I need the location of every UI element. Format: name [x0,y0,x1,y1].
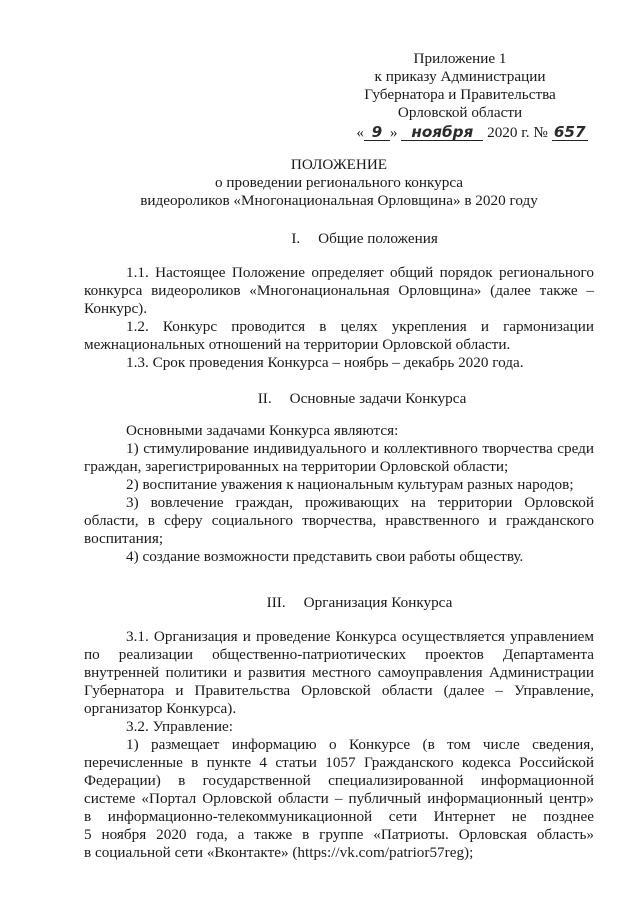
paragraph-line: системе «Портал Орловской области – публичный информационный центр» [84,790,594,807]
paragraph-line: в информационно-телекоммуникационной сети Интернет не позднее [84,808,594,825]
document-subtitle-1: о проведении регионального конкурса [214,174,464,191]
paragraph-line: внутренней политики и развития местного самоуправления Администрации [84,664,594,681]
paragraph-line: 3.1. Организация и проведение Конкурса осуществляется управлением [126,628,594,645]
section-3-title: Организация Конкурса [303,594,453,611]
paragraph-line: по реализации общественно-патриотических проектов Департамента [84,646,594,663]
paragraph-line: организатор Конкурса). [84,700,237,717]
document-subtitle-2: видеороликов «Многонациональная Орловщина» в 2020 году [140,192,538,209]
section-2-number: II. [257,390,272,407]
section-1-title: Общие положения [318,230,438,247]
paragraph-line: 3) вовлечение граждан, проживающих на территории Орловской [126,494,594,511]
paragraph-line: граждан, зарегистрированных на территории Орловской области; [84,458,509,475]
date-year: 2020 г. № [487,124,548,141]
paragraph-line: 4) создание возможности представить свои работы обществу. [126,548,524,565]
date-open-quote: « [356,124,364,141]
authority-name: Губернатора и Правительства [364,86,556,103]
paragraph-line: 1.3. Срок проведения Конкурса – ноябрь – декабрь 2020 года. [126,354,524,371]
paragraph-line: Федерации) в государственной специализированной информационной [84,772,594,789]
paragraph-line: перечисленные в пункте 4 статьи 1057 Гражданского кодекса Российской [84,754,594,771]
section-1-heading [84,230,594,247]
section-2-title: Основные задачи Конкурса [289,390,467,407]
paragraph-line: 5 ноября 2020 года, а также в группе «Патриоты. Орловская область» [84,826,594,843]
order-date-line [352,124,592,141]
paragraph-line: Основными задачами Конкурса являются: [126,422,399,439]
paragraph-line: 2) воспитание уважения к национальным культурам разных народов; [126,476,574,493]
paragraph-line: 1.1. Настоящее Положение определяет общий порядок регионального [126,264,594,281]
paragraph-line: области, в сферу социального творчества, нравственного и гражданского [84,512,594,529]
paragraph-line: Конкурс). [84,300,148,317]
section-3-number: III. [266,594,286,611]
date-close-quote: » [389,124,398,141]
section-3-heading [84,594,594,611]
paragraph-line: конкурса видеороликов «Многонациональная Орловщина» (далее также – [84,282,594,299]
date-month: ноября [401,125,483,141]
section-2-heading [84,390,594,407]
section-1-number: I. [291,230,301,247]
paragraph-line: 1) размещает информацию о Конкурсе (в том числе сведения, [126,736,594,753]
region-name: Орловской области [397,104,523,121]
paragraph-line: в социальной сети «Вконтакте» (https://vk.com/patrior57reg); [84,844,474,861]
paragraph-line: 3.2. Управление: [126,718,233,735]
document-title: ПОЛОЖЕНИЕ [290,156,388,173]
paragraph-line: воспитания; [84,530,164,547]
order-number: 657 [552,125,588,141]
paragraph-line: Губернатора и Правительства Орловской области (далее – Управление, [84,682,594,699]
paragraph-line: 1.2. Конкурс проводится в целях укрепления и гармонизации [126,318,594,335]
paragraph-line: 1) стимулирование индивидуального и коллективного творчества среди [126,440,594,457]
paragraph-line: межнациональных отношений на территории Орловской области. [84,336,511,353]
appendix-label: Приложение 1 [413,50,507,67]
order-reference: к приказу Администрации [374,68,546,85]
date-day: 9 [364,125,390,141]
